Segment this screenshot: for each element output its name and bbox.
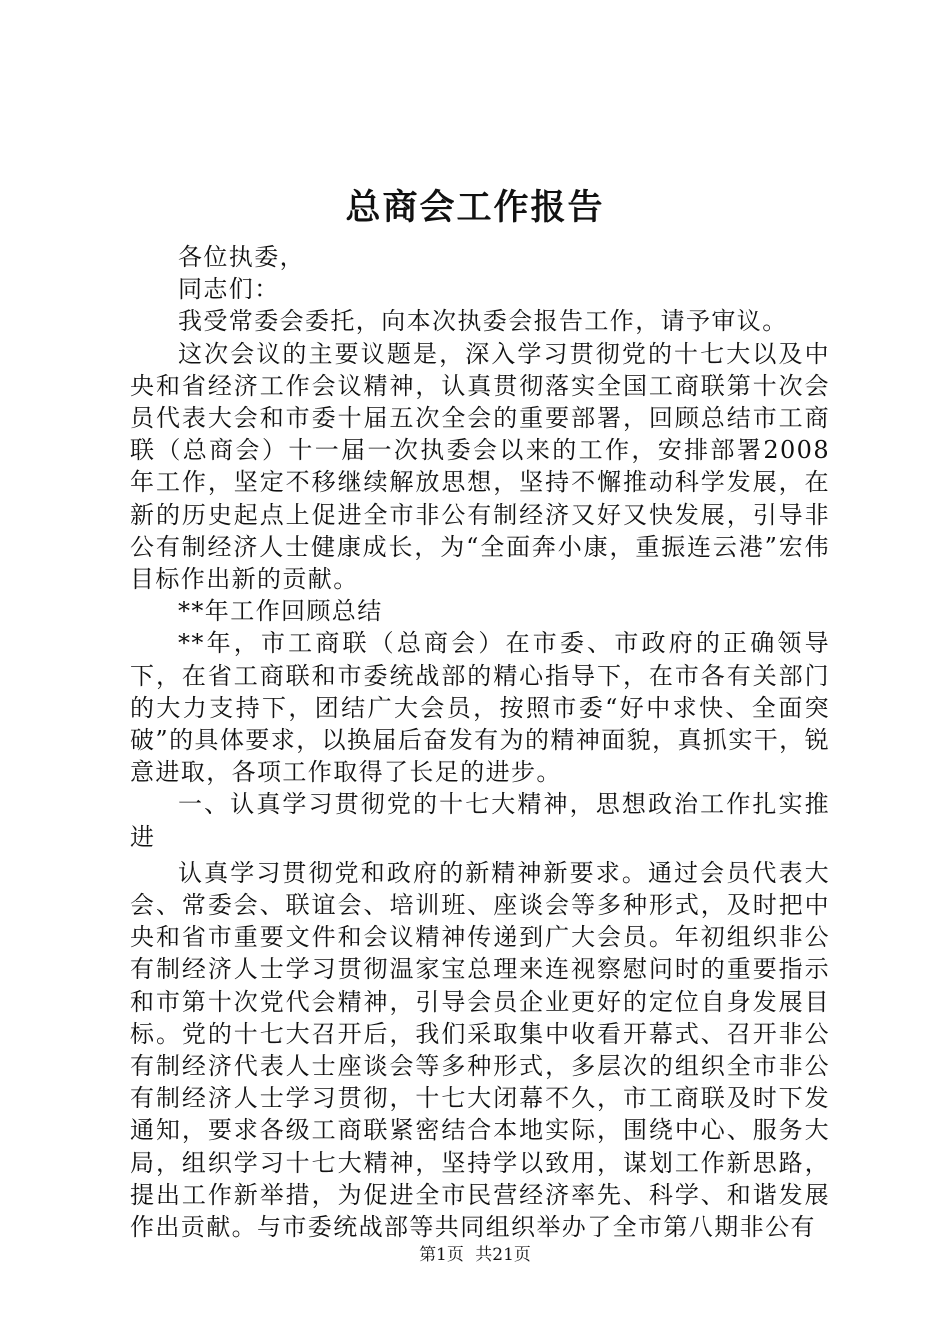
section-one-paragraph: 认真学习贯彻党和政府的新精神新要求。通过会员代表大会、常委会、联谊会、培训班、座谈会等多种形式，及时把中央和省市重要文件和会议精神传递到广大会员。年初组织非公有制经济人士学习贯彻温家宝总理来连视察慰问时的重要指示和市第十次党代会精神，引导会员企业更好的定位自身发展目标。党的十七大召开后，我们采取集中收看开幕式、召开非公有制经济代表人士座谈会等多种形式，多层次的组织全市非公有制经济人士学习贯彻，十七大闭幕不久，市工商联及时下发通知，要求各级工商联紧密结合本地实际，围绕中心、服务大局，组织学习十七大精神，坚持学以致用，谋划工作新思路，提出工作新举措，为促进全市民营经济率先、科学、和谐发展作出贡献。与市委统战部等共同组织举办了全市第八期非公有 — [130, 858, 830, 1242]
document-body — [130, 241, 830, 1243]
review-summary-paragraph: **年，市工商联（总商会）在市委、市政府的正确领导下，在省工商联和市委统战部的精心指导下，在市各有关部门的大力支持下，团结广大会员，按照市委“好中求快、全面突破”的具体要求，以换届后奋发有为的精神面貌，真抓实干，锐意进取，各项工作取得了长足的进步。 — [130, 629, 830, 787]
page-total: 共21页 — [475, 1245, 531, 1265]
document-title: 总商会工作报告 — [345, 187, 605, 228]
review-heading: **年工作回顾总结 — [178, 597, 383, 626]
page-footer — [0, 1244, 950, 1266]
salutation-comrades: 同志们： — [178, 275, 280, 304]
section-one-heading: 一、认真学习贯彻党的十七大精神，思想政治工作扎实推进 — [130, 790, 830, 851]
agenda-paragraph: 这次会议的主要议题是，深入学习贯彻党的十七大以及中央和省经济工作会议精神，认真贯彻落实全国工商联第十次会员代表大会和市委十届五次全会的重要部署，回顾总结市工商联（总商会）十一届一次执委会以来的工作，安排部署2008年工作，坚定不移继续解放思想，坚持不懈推动科学发展，在新的历史起点上促进全市非公有制经济又好又快发展，引导非公有制经济人士健康成长，为“全面奔小康，重振连云港”宏伟目标作出新的贡献。 — [130, 339, 830, 594]
intro-paragraph: 我受常委会委托，向本次执委会报告工作，请予审议。 — [178, 307, 788, 336]
page-number: 第1页 — [419, 1245, 464, 1265]
salutation-executives: 各位执委， — [178, 243, 305, 271]
